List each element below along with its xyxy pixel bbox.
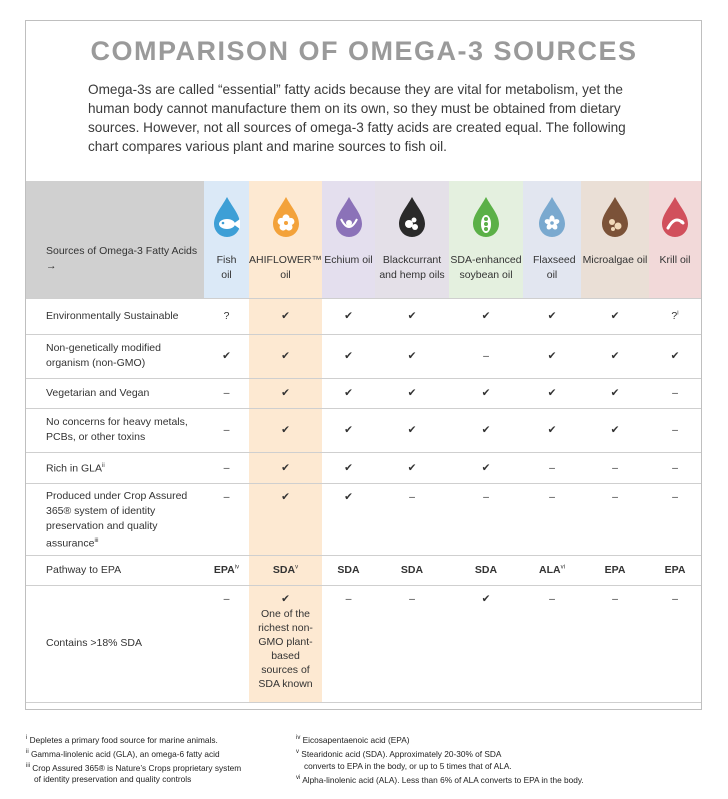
footnote-text: Gamma-linolenic acid (GLA), an omega-6 fatty acid <box>28 748 220 759</box>
cell-krill <box>649 555 701 585</box>
row-label <box>26 555 204 585</box>
cell-microalgae <box>581 298 649 334</box>
source-name: Blackcurrant and hemp oils <box>379 254 445 281</box>
krill-icon <box>657 195 693 239</box>
row-label <box>26 334 204 378</box>
check-icon: ✔ <box>481 592 491 605</box>
dash-mark: – <box>612 461 618 474</box>
pathway-value: SDA <box>474 564 498 576</box>
cell-soybean <box>449 408 523 452</box>
dash-mark: – <box>672 424 678 436</box>
footnote-line <box>26 760 241 774</box>
source-header-flaxseed-oil <box>523 181 581 298</box>
footnote-text: Crop Assured 365® is Nature’s Crops proprietary system <box>30 762 242 773</box>
check-icon: ✔ <box>281 350 290 362</box>
check-icon: ✔ <box>547 310 557 322</box>
dash-mark: – <box>612 490 618 503</box>
pathway-value: SDA <box>272 564 296 576</box>
check-icon: ✔ <box>610 310 620 322</box>
cell-krill <box>649 452 701 483</box>
cell-flower <box>249 334 322 378</box>
footnote-line <box>296 760 584 772</box>
cell-microalgae <box>581 585 649 702</box>
cell-krill <box>649 378 701 408</box>
source-name: AHIFLOWER™ oil <box>249 254 322 281</box>
dash-mark: – <box>223 592 230 605</box>
check-icon: ✔ <box>344 310 353 322</box>
cell-echium-flower <box>322 585 375 702</box>
footnote-marker: ii <box>102 462 105 469</box>
cell-blackcurrant-hemp <box>375 334 449 378</box>
header-row <box>26 181 701 298</box>
cell-flower <box>249 585 322 702</box>
cell-blackcurrant-hemp <box>375 378 449 408</box>
cell-flower <box>249 483 322 555</box>
cell-soybean <box>449 452 523 483</box>
cell-fish <box>204 298 249 334</box>
cell-soybean <box>449 298 523 334</box>
cell-flax-flower <box>523 408 581 452</box>
cell-soybean <box>449 585 523 702</box>
check-icon: ✔ <box>547 387 557 399</box>
source-name: Echium oil <box>324 254 373 266</box>
check-icon: ✔ <box>610 387 620 399</box>
footnote-marker: iv <box>296 735 301 741</box>
check-icon: ✔ <box>547 350 557 362</box>
cell-microalgae <box>581 555 649 585</box>
row-label-text: Contains >18% SDA <box>46 637 143 649</box>
dash-mark: – <box>549 461 555 474</box>
soybean-icon <box>468 195 504 239</box>
microalgae-icon <box>597 195 633 239</box>
check-icon: ✔ <box>670 350 680 362</box>
check-icon: ✔ <box>281 592 290 605</box>
cell-krill <box>649 334 701 378</box>
row-rich-in-gla <box>26 452 701 483</box>
footnote-line <box>296 732 584 746</box>
source-name: Flaxseed oil <box>533 254 576 281</box>
footnotes-left <box>26 732 241 785</box>
fish-icon <box>209 195 245 239</box>
check-icon: ✔ <box>407 387 417 399</box>
row-crop-assured <box>26 483 701 555</box>
source-name: Fish oil <box>216 254 237 281</box>
dash-mark: – <box>345 592 352 605</box>
cell-echium-flower <box>322 298 375 334</box>
flax-flower-icon <box>534 195 570 239</box>
cell-flax-flower <box>523 483 581 555</box>
row-label-text: Rich in GLA <box>46 462 103 475</box>
cell-fish <box>204 408 249 452</box>
row-label <box>26 298 204 334</box>
cell-flax-flower <box>523 585 581 702</box>
cell-soybean <box>449 555 523 585</box>
dash-mark: – <box>549 592 555 605</box>
source-header-blackcurrant-hemp-oils <box>375 181 449 298</box>
check-icon: ✔ <box>344 350 353 362</box>
footnote-marker: vi <box>560 564 565 571</box>
cell-fish <box>204 483 249 555</box>
check-icon: ✔ <box>481 424 491 436</box>
check-icon: ✔ <box>481 387 491 399</box>
blackcurrant-hemp-icon <box>394 195 430 239</box>
corner-label: Sources of Omega-3 Fatty Acids → <box>26 181 204 298</box>
cell-fish <box>204 585 249 702</box>
sda-note: One of the richest non-GMO plant-based sources of SDA known <box>258 607 313 690</box>
unknown-mark: ? <box>671 310 678 322</box>
row-label <box>26 483 204 555</box>
check-icon: ✔ <box>281 310 290 322</box>
footnote-marker: v <box>296 748 299 755</box>
pathway-value: EPA <box>213 564 235 576</box>
cell-soybean <box>449 334 523 378</box>
check-icon: ✔ <box>281 424 290 436</box>
footnote-text: Stearidonic acid (SDA). Approximately 20-30% of SDA <box>299 748 502 759</box>
check-icon: ✔ <box>610 350 620 362</box>
pathway-value: ALA <box>539 564 561 576</box>
cell-blackcurrant-hemp <box>375 298 449 334</box>
dash-mark: – <box>223 387 230 399</box>
page-title: COMPARISON OF OMEGA-3 SOURCES <box>90 36 638 66</box>
cell-flower <box>249 378 322 408</box>
pathway-value: SDA <box>337 564 360 576</box>
cell-soybean <box>449 378 523 408</box>
check-icon: ✔ <box>344 490 353 503</box>
footnote-marker: i <box>26 735 28 741</box>
check-icon: ✔ <box>281 490 290 503</box>
cell-blackcurrant-hemp <box>375 483 449 555</box>
row-label <box>26 452 204 483</box>
cell-blackcurrant-hemp <box>375 585 449 702</box>
footnote-text: Eicosapentaenoic acid (EPA) <box>300 734 410 745</box>
footnote-text: converts to EPA in the body, or up to 5 times that of ALA. <box>304 760 512 771</box>
check-icon: ✔ <box>481 461 491 474</box>
footnote-marker: i <box>677 310 679 317</box>
echium-flower-icon <box>331 195 367 239</box>
source-name: Microalgae oil <box>582 254 648 266</box>
cell-krill <box>649 408 701 452</box>
check-icon: ✔ <box>344 461 353 474</box>
pathway-value: SDA <box>400 564 424 576</box>
cell-flower <box>249 555 322 585</box>
footnote-marker: iii <box>94 537 99 544</box>
footnote-marker: vi <box>296 774 301 781</box>
source-header-krill-oil <box>649 181 701 298</box>
row-label <box>26 408 204 452</box>
source-header-echium-oil <box>322 181 375 298</box>
cell-microalgae <box>581 483 649 555</box>
cell-microalgae <box>581 334 649 378</box>
dash-mark: – <box>409 592 415 605</box>
check-icon: ✔ <box>407 310 417 322</box>
check-icon: ✔ <box>281 461 290 474</box>
check-icon: ✔ <box>610 424 620 436</box>
check-icon: ✔ <box>407 461 417 474</box>
row-label-text: Pathway to EPA <box>46 563 122 576</box>
dash-mark: – <box>223 424 230 436</box>
row-label-text: Non-genetically modified organism (non-GMO) <box>46 342 161 369</box>
row-vegetarian-vegan <box>26 378 701 408</box>
source-header-fish-oil <box>204 181 249 298</box>
source-header-microalgae-oil <box>581 181 649 298</box>
check-icon: ✔ <box>344 387 353 399</box>
cell-microalgae <box>581 452 649 483</box>
footnote-line <box>26 773 241 785</box>
dash-mark: – <box>223 490 230 503</box>
cell-soybean <box>449 483 523 555</box>
source-name: Krill oil <box>659 254 691 266</box>
cell-blackcurrant-hemp <box>375 408 449 452</box>
cell-fish <box>204 334 249 378</box>
footnote-text: Alpha-linolenic acid (ALA). Less than 6% of ALA converts to EPA in the body. <box>300 774 584 785</box>
dash-mark: – <box>483 350 489 362</box>
dash-mark: – <box>672 461 678 474</box>
row-contains-sda <box>26 585 701 702</box>
check-icon: ✔ <box>407 350 417 362</box>
footnote-line <box>26 732 241 746</box>
source-name: SDA-enhanced soybean oil <box>450 254 522 281</box>
row-label-text: Vegetarian and Vegan <box>46 386 150 399</box>
check-icon: ✔ <box>407 424 417 436</box>
flower-icon <box>268 195 304 239</box>
cell-flax-flower <box>523 555 581 585</box>
dash-mark: – <box>672 490 678 503</box>
cell-krill <box>649 585 701 702</box>
cell-flax-flower <box>523 378 581 408</box>
footnote-marker: ii <box>26 748 29 755</box>
row-label <box>26 378 204 408</box>
dash-mark: – <box>672 592 678 605</box>
cell-echium-flower <box>322 483 375 555</box>
check-icon: ✔ <box>481 310 491 322</box>
cell-echium-flower <box>322 378 375 408</box>
cell-flower <box>249 452 322 483</box>
source-header-ahiflower-oil <box>249 181 322 298</box>
cell-flax-flower <box>523 452 581 483</box>
dash-mark: – <box>409 490 415 503</box>
dash-mark: – <box>549 490 555 503</box>
cell-flax-flower <box>523 334 581 378</box>
check-icon: ✔ <box>344 424 353 436</box>
cell-krill <box>649 483 701 555</box>
cell-microalgae <box>581 408 649 452</box>
comparison-table <box>26 181 701 703</box>
row-label-text: Produced under Crop Assured 365® system of identity preservation and quality assurance <box>46 489 188 549</box>
check-icon: ✔ <box>547 424 557 436</box>
cell-fish <box>204 555 249 585</box>
cell-blackcurrant-hemp <box>375 555 449 585</box>
check-icon: ✔ <box>222 350 231 362</box>
source-header-sda-soybean-oil <box>449 181 523 298</box>
cell-flower <box>249 298 322 334</box>
cell-fish <box>204 378 249 408</box>
footnote-text: Depletes a primary food source for marine animals. <box>27 734 218 745</box>
pathway-value: EPA <box>604 564 626 576</box>
cell-echium-flower <box>322 452 375 483</box>
row-no-toxins <box>26 408 701 452</box>
intro-paragraph: Omega-3s are called “essential” fatty acids because they are vital for metabolism, yet the human body cannot manufacture them on its own, so they must be obtained from dietary sources. However, not all sources of omega-3 fatty acids are created equal. The following chart compares various plant and marine sources to fish oil. <box>88 82 626 154</box>
dash-mark: – <box>612 592 618 605</box>
footnotes-right <box>296 732 584 785</box>
row-pathway-to-epa <box>26 555 701 585</box>
cell-flower <box>249 408 322 452</box>
footnote-line <box>26 746 241 760</box>
dash-mark: – <box>672 387 678 399</box>
cell-echium-flower <box>322 408 375 452</box>
row-environmentally-sustainable <box>26 298 701 334</box>
cell-krill <box>649 298 701 334</box>
cell-echium-flower <box>322 555 375 585</box>
cell-echium-flower <box>322 334 375 378</box>
row-non-gmo <box>26 334 701 378</box>
cell-blackcurrant-hemp <box>375 452 449 483</box>
footnote-marker: iii <box>26 762 30 769</box>
row-label <box>26 585 204 702</box>
cell-flax-flower <box>523 298 581 334</box>
dash-mark: – <box>223 461 230 474</box>
cell-fish <box>204 452 249 483</box>
row-label-text: No concerns for heavy metals, PCBs, or other toxins <box>46 416 188 443</box>
row-label-text: Environmentally Sustainable <box>46 309 179 322</box>
unknown-mark: ? <box>223 310 230 322</box>
footnote-line <box>296 746 584 760</box>
dash-mark: – <box>483 490 489 503</box>
check-icon: ✔ <box>281 387 290 399</box>
pathway-value: EPA <box>664 564 686 576</box>
footnote-marker: iv <box>234 564 240 571</box>
footnote-text: of identity preservation and quality controls <box>34 774 192 785</box>
footnote-line <box>296 772 584 786</box>
footnote-marker: v <box>295 564 299 571</box>
cell-microalgae <box>581 378 649 408</box>
